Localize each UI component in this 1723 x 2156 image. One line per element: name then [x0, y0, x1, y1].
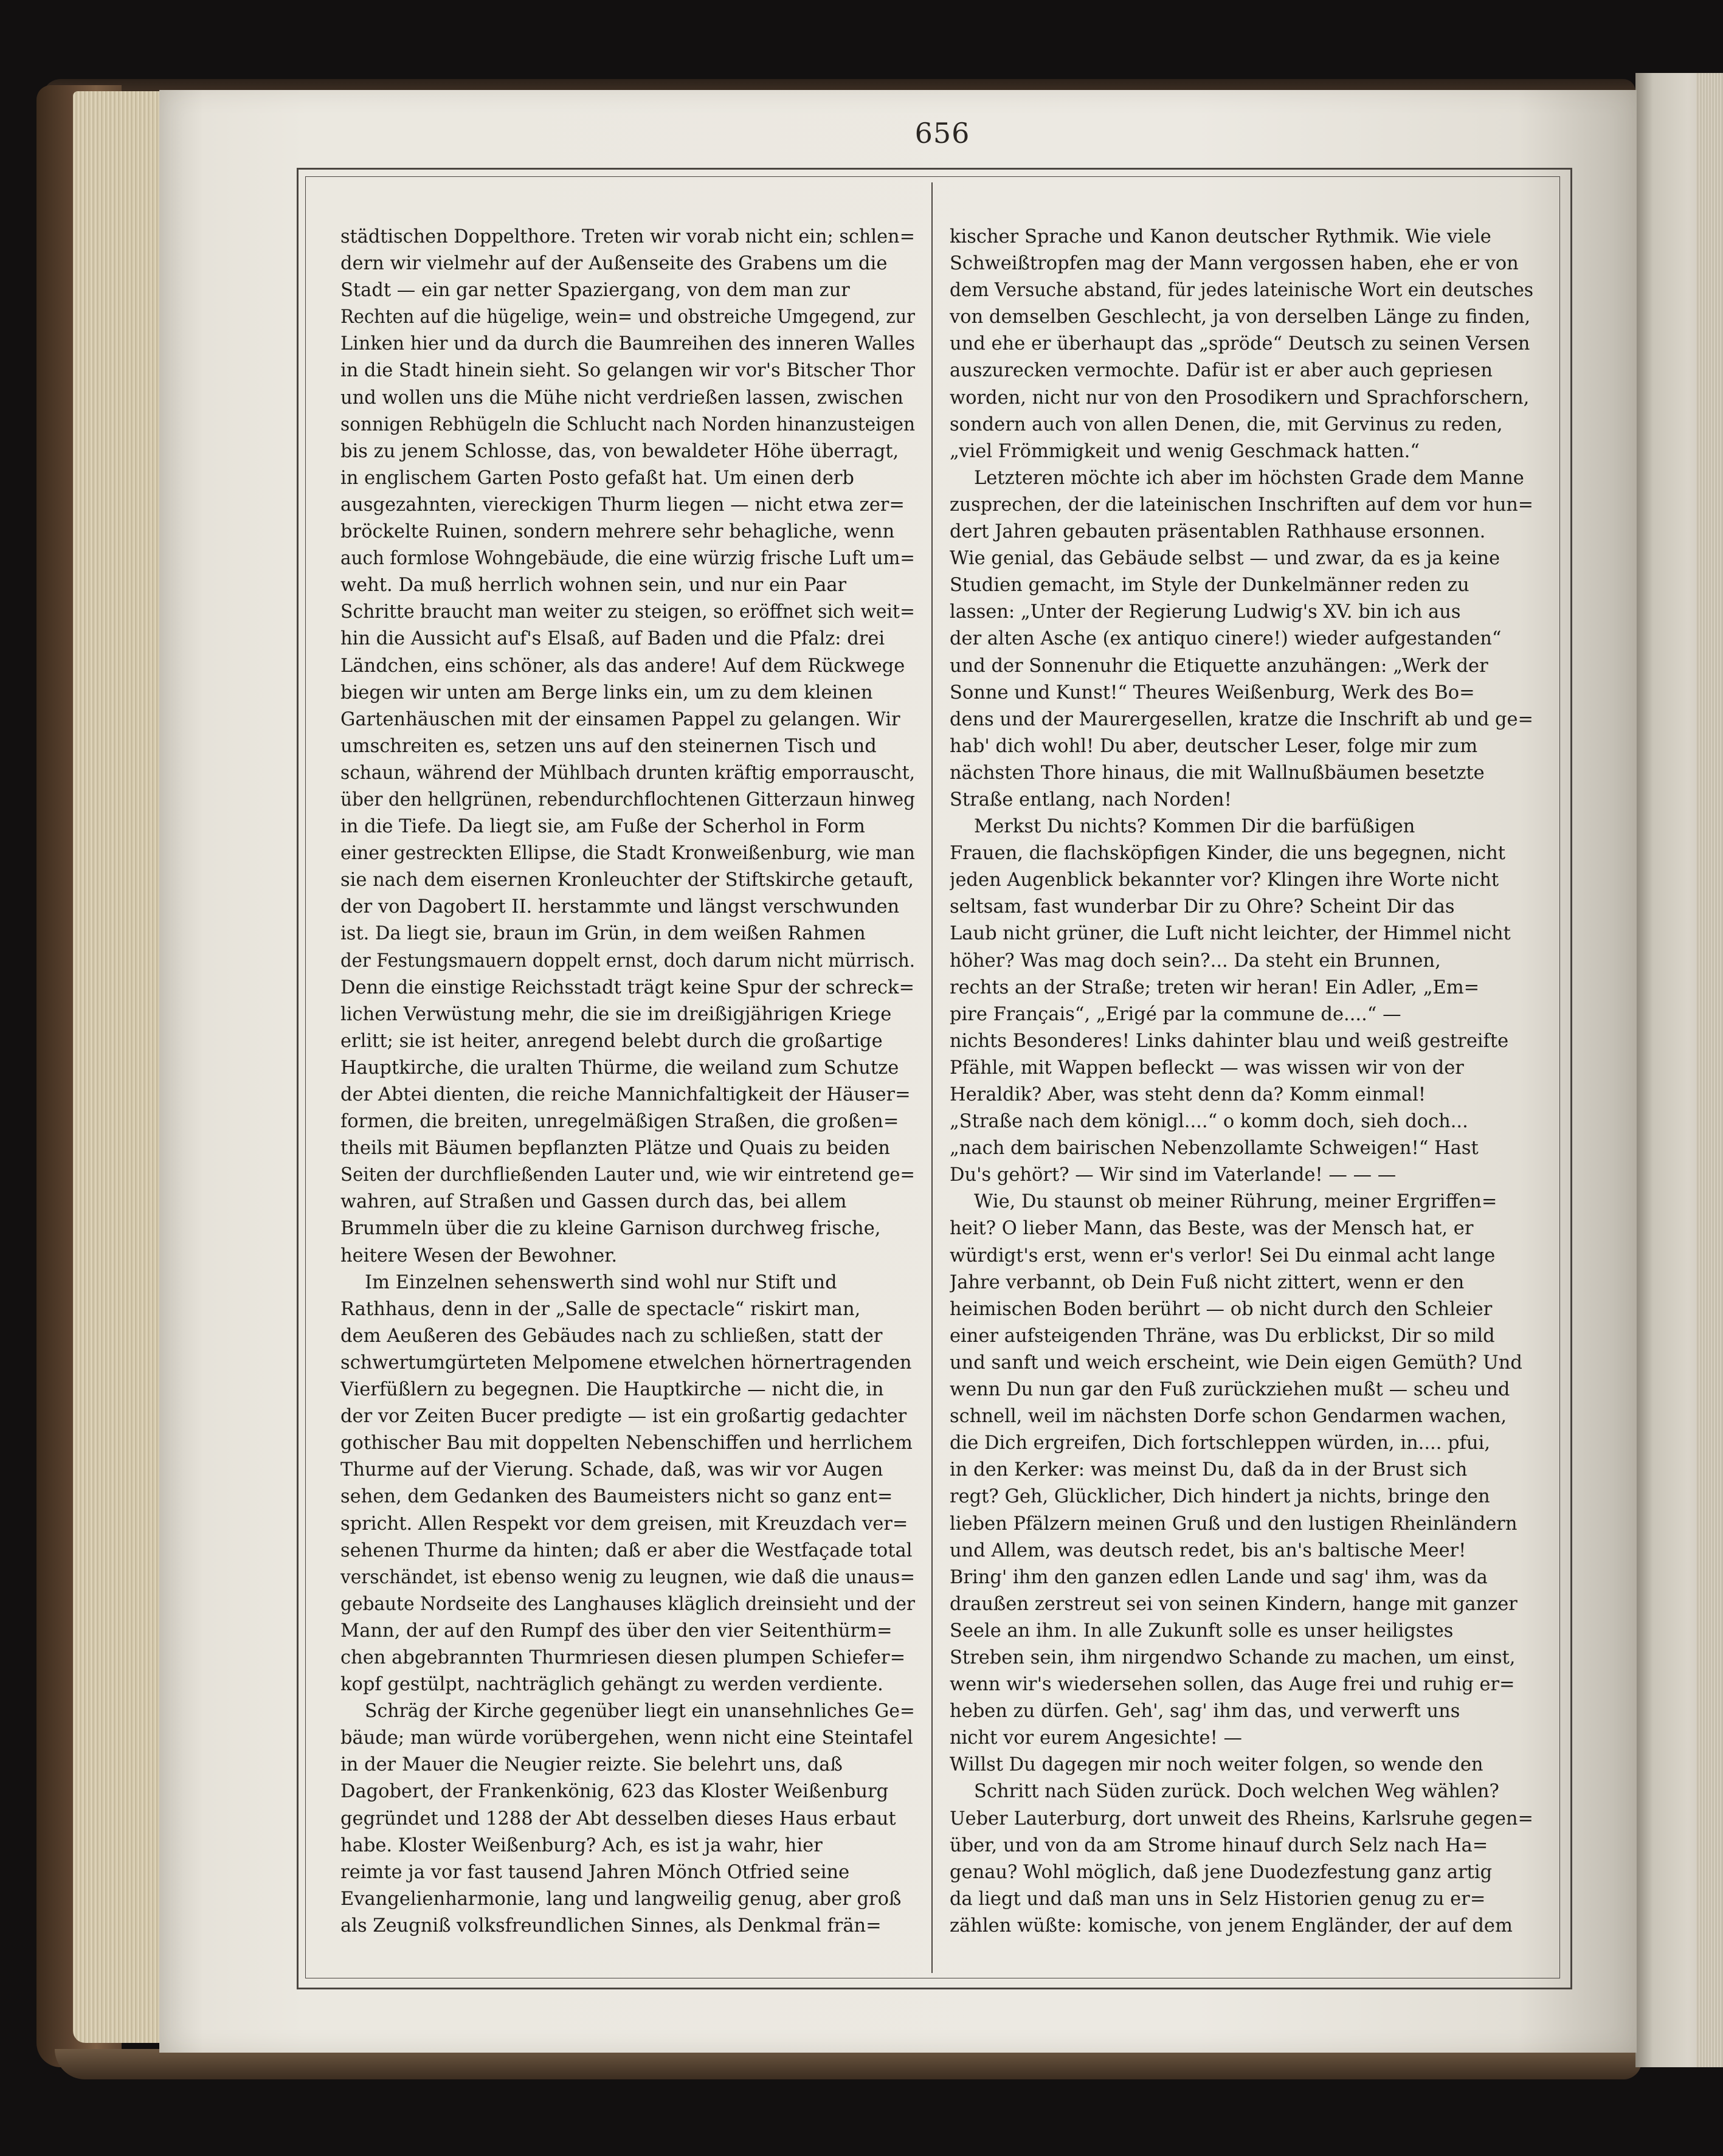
text-line: schwertumgürteten Melpomene etwelchen hörnertragenden	[340, 1352, 912, 1373]
text-line: sondern auch von allen Denen, die, mit Gervinus zu reden,	[950, 413, 1503, 435]
text-line: biegen wir unten am Berge links ein, um zu dem kleinen	[340, 682, 873, 703]
text-line: Thurme auf der Vierung. Schade, daß, was wir vor Augen	[340, 1459, 883, 1481]
text-line: Du's gehört? — Wir sind im Vaterlande! — — —	[950, 1164, 1397, 1186]
text-line: theils mit Bäumen bepflanzten Plätze und Quais zu beiden	[340, 1138, 890, 1159]
text-line: kopf gestülpt, nachträglich gehängt zu werden verdiente.	[340, 1674, 883, 1696]
text-line: Frauen, die flachsköpfigen Kinder, die uns begegnen, nicht	[950, 843, 1506, 865]
text-line: Wie, Du staunst ob meiner Rührung, meiner Ergriffen=	[974, 1191, 1497, 1213]
text-line: habe. Kloster Weißenburg? Ach, es ist ja wahr, hier	[340, 1834, 823, 1856]
text-line: „viel Frömmigkeit und wenig Geschmack hatten.“	[950, 440, 1420, 462]
text-line: der Festungsmauern doppelt ernst, doch darum nicht mürrisch.	[340, 950, 915, 972]
text-line: Jahre verbannt, ob Dein Fuß nicht zittert, wenn er den	[950, 1271, 1465, 1293]
text-line: Studien gemacht, im Style der Dunkelmänner reden zu	[950, 575, 1469, 596]
text-line: sonnigen Rebhügeln die Schlucht nach Norden hinanzusteigen	[340, 413, 915, 435]
text-line: erlitt; sie ist heiter, anregend belebt durch die großartige	[340, 1030, 883, 1052]
text-line: höher? Was mag doch sein?... Da steht ein Brunnen,	[950, 950, 1441, 972]
text-line: seltsam, fast wunderbar Dir zu Ohre? Scheint Dir das	[950, 896, 1455, 918]
text-line: bis zu jenem Schlosse, das, von bewaldeter Höhe überragt,	[340, 440, 899, 462]
text-line: draußen zerstreut sei von seinen Kindern, hange mit ganzer	[950, 1593, 1518, 1615]
text-line: lichen Verwüstung mehr, die sie im dreißigjährigen Kriege	[340, 1003, 892, 1025]
text-line: Laub nicht grüner, die Luft nicht leichter, der Himmel nicht	[950, 923, 1511, 945]
text-line: einer aufsteigenden Thräne, was Du erblickst, Dir so mild	[950, 1325, 1495, 1347]
text-column-left	[340, 224, 915, 1940]
text-line: in englischem Garten Posto gefaßt hat. Um einen derb	[340, 467, 854, 489]
text-line: in die Stadt hinein sieht. So gelangen wir vor's Bitscher Thor	[340, 360, 915, 382]
text-line: nichts Besonderes! Links dahinter blau und weiß gestreifte	[950, 1030, 1509, 1052]
page-number: 656	[914, 117, 970, 150]
text-line: Rathhaus, denn in der „Salle de spectacle“ riskirt man,	[340, 1298, 861, 1320]
column-divider	[931, 182, 933, 1973]
text-line: Dagobert, der Frankenkönig, 623 das Kloster Weißenburg	[340, 1781, 889, 1803]
text-line: dert Jahren gebauten präsentablen Rathhause ersonnen.	[950, 521, 1486, 543]
text-line: wenn wir's wiedersehen sollen, das Auge frei und ruhig er=	[950, 1674, 1515, 1696]
text-line: spricht. Allen Respekt vor dem greisen, mit Kreuzdach ver=	[340, 1513, 908, 1535]
text-line: weht. Da muß herrlich wohnen sein, und nur ein Paar	[340, 575, 847, 596]
text-line: Seiten der durchfließenden Lauter und, wie wir eintretend ge=	[340, 1164, 915, 1186]
text-line: formen, die breiten, unregelmäßigen Straßen, die großen=	[340, 1111, 899, 1133]
text-line: und sanft und weich erscheint, wie Dein eigen Gemüth? Und	[950, 1352, 1522, 1373]
text-line: dern wir vielmehr auf der Außenseite des Grabens um die	[340, 253, 888, 275]
text-line: und ehe er überhaupt das „spröde“ Deutsch zu seinen Versen	[950, 333, 1530, 355]
text-line: in der Mauer die Neugier reizte. Sie belehrt uns, daß	[340, 1754, 843, 1776]
text-line: nicht vor eurem Angesichte! —	[950, 1727, 1243, 1749]
text-line: Sonne und Kunst!“ Theures Weißenburg, Werk des Bo=	[950, 682, 1475, 703]
text-line: dem Versuche abstand, für jedes lateinische Wort ein deutsches	[950, 280, 1533, 302]
text-line: worden, nicht nur von den Prosodikern und Sprachforschern,	[950, 387, 1530, 409]
text-line: bäude; man würde vorübergehen, wenn nicht eine Steintafel	[340, 1727, 913, 1749]
text-line: von demselben Geschlecht, ja von derselben Länge zu finden,	[950, 306, 1531, 328]
text-line: genau? Wohl möglich, daß jene Duodezfestung ganz artig	[950, 1861, 1493, 1883]
text-line: gegründet und 1288 der Abt desselben dieses Haus erbaut	[340, 1808, 896, 1829]
text-line: einer gestreckten Ellipse, die Stadt Kronweißenburg, wie man	[340, 843, 915, 865]
text-line: heit? O lieber Mann, das Beste, was der Mensch hat, er	[950, 1218, 1474, 1240]
text-line: Brummeln über die zu kleine Garnison durchweg frische,	[340, 1218, 881, 1240]
text-line: heben zu dürfen. Geh', sag' ihm das, und verwerft uns	[950, 1701, 1460, 1722]
text-line: Im Einzelnen sehenswerth sind wohl nur Stift und	[365, 1271, 837, 1293]
text-line: sehenen Thurme da hinten; daß er aber die Westfaçade total	[340, 1539, 913, 1561]
text-line: die Dich ergreifen, Dich fortschleppen würden, in.... pfui,	[950, 1432, 1491, 1454]
text-line: über den hellgrünen, rebendurchflochtenen Gitterzaun hinweg	[340, 789, 915, 810]
text-line: rechts an der Straße; treten wir heran! Ein Adler, „Em=	[950, 976, 1480, 998]
text-column-right	[950, 224, 1533, 1940]
text-line: schaun, während der Mühlbach drunten kräftig emporrauscht,	[340, 762, 915, 784]
text-line: regt? Geh, Glücklicher, Dich hindert ja nichts, bringe den	[950, 1486, 1490, 1508]
text-line: lieben Pfälzern meinen Gruß und den lustigen Rheinländern	[950, 1513, 1518, 1535]
text-line: gebaute Nordseite des Langhauses kläglich dreinsieht und der	[340, 1593, 915, 1615]
text-line: hab' dich wohl! Du aber, deutscher Leser, folge mir zum	[950, 735, 1478, 757]
text-line: Straße entlang, nach Norden!	[950, 789, 1232, 810]
text-line: heitere Wesen der Bewohner.	[340, 1245, 618, 1266]
text-line: reimte ja vor fast tausend Jahren Mönch Otfried seine	[340, 1861, 850, 1883]
text-line: als Zeugniß volksfreundlichen Sinnes, als Denkmal frän=	[340, 1915, 882, 1937]
text-line: gothischer Bau mit doppelten Nebenschiffen und herrlichem	[340, 1432, 913, 1454]
text-line: Schritte braucht man weiter zu steigen, so eröffnet sich weit=	[340, 601, 915, 623]
text-line: auch formlose Wohngebäude, die eine würzig frische Luft um=	[340, 548, 915, 570]
text-line: lassen: „Unter der Regierung Ludwig's XV. bin ich aus	[950, 601, 1461, 623]
text-line: umschreiten es, setzen uns auf den steinernen Tisch und	[340, 735, 877, 757]
text-line: zusprechen, der die lateinischen Inschriften auf dem vor hun=	[950, 494, 1533, 516]
text-line: und Allem, was deutsch redet, bis an's baltische Meer!	[950, 1539, 1466, 1561]
book-cover-bottom	[55, 2049, 1642, 2079]
text-line: in den Kerker: was meinst Du, daß da in der Brust sich	[950, 1459, 1468, 1481]
text-line: da liegt und daß man uns in Selz Historien genug zu er=	[950, 1888, 1486, 1910]
text-line: Bring' ihm den ganzen edlen Lande und sag' ihm, was da	[950, 1566, 1488, 1588]
text-line: Stadt — ein gar netter Spaziergang, von dem man zur	[340, 280, 850, 302]
text-line: in die Tiefe. Da liegt sie, am Fuße der Scherhol in Form	[340, 816, 865, 838]
text-line: und der Sonnenuhr die Etiquette anzuhängen: „Werk der	[950, 655, 1488, 677]
text-line: verschändet, ist ebenso wenig zu leugnen, wie daß die unaus=	[340, 1566, 915, 1588]
text-line: Denn die einstige Reichsstadt trägt keine Spur der schreck=	[340, 976, 915, 998]
text-line: dens und der Maurergesellen, kratze die Inschrift ab und ge=	[950, 708, 1533, 730]
text-line: würdigt's erst, wenn er's verlor! Sei Du einmal acht lange	[950, 1245, 1496, 1266]
text-line: Gartenhäuschen mit der einsamen Pappel zu gelangen. Wir	[340, 708, 900, 730]
text-line: dem Aeußeren des Gebäudes nach zu schließen, statt der	[340, 1325, 883, 1347]
text-line: Heraldik? Aber, was steht denn da? Komm einmal!	[950, 1084, 1426, 1105]
text-line: ist. Da liegt sie, braun im Grün, in dem weißen Rahmen	[340, 923, 866, 945]
text-line: Wie genial, das Gebäude selbst — und zwar, da es ja keine	[950, 548, 1500, 570]
text-line: hin die Aussicht auf's Elsaß, auf Baden und die Pfalz: drei	[340, 628, 885, 650]
text-line: Schritt nach Süden zurück. Doch welchen Weg wählen?	[974, 1781, 1499, 1803]
text-line: zählen wüßte: komische, von jenem Engländer, der auf dem	[950, 1915, 1513, 1937]
text-line: und wollen uns die Mühe nicht verdrießen lassen, zwischen	[340, 387, 903, 409]
text-line: städtischen Doppelthore. Treten wir vorab nicht ein; schlen=	[340, 226, 915, 247]
text-line: chen abgebrannten Thurmriesen diesen plumpen Schiefer=	[340, 1646, 906, 1668]
text-line: jeden Augenblick bekannter vor? Klingen ihre Worte nicht	[950, 869, 1499, 891]
text-line: der vor Zeiten Bucer predigte — ist ein großartig gedachter	[340, 1406, 907, 1428]
text-line: Willst Du dagegen mir noch weiter folgen, so wende den	[950, 1754, 1483, 1776]
text-line: bröckelte Ruinen, sondern mehrere sehr behagliche, wenn	[340, 521, 895, 543]
text-line: „Straße nach dem königl....“ o komm doch, sieh doch...	[950, 1111, 1468, 1133]
text-line: Schräg der Kirche gegenüber liegt ein unansehnliches Ge=	[365, 1701, 915, 1722]
page-edges-right	[1696, 73, 1723, 2067]
text-line: der alten Asche (ex antiquo cinere!) wieder aufgestanden“	[950, 628, 1502, 650]
text-line: Evangelienharmonie, lang und langweilig genug, aber groß	[340, 1888, 902, 1910]
text-line: Rechten auf die hügelige, wein= und obstreiche Umgegend, zur	[340, 306, 915, 328]
text-line: Letzteren möchte ich aber im höchsten Grade dem Manne	[974, 467, 1524, 489]
text-line: nächsten Thore hinaus, die mit Wallnußbäumen besetzte	[950, 762, 1485, 784]
text-line: Ländchen, eins schöner, als das andere! Auf dem Rückwege	[340, 655, 905, 677]
text-line: Linken hier und da durch die Baumreihen des inneren Walles	[340, 333, 915, 355]
text-line: ausgezahnten, viereckigen Thurm liegen — nicht etwa zer=	[340, 494, 905, 516]
text-line: Vierfüßlern zu begegnen. Die Hauptkirche — nicht die, in	[340, 1379, 884, 1401]
text-line: heimischen Boden berührt — ob nicht durch den Schleier	[950, 1298, 1493, 1320]
text-line: kischer Sprache und Kanon deutscher Rythmik. Wie viele	[950, 226, 1491, 247]
page-edges-left	[73, 91, 164, 2043]
text-line: Hauptkirche, die uralten Thürme, die weiland zum Schutze	[340, 1057, 899, 1079]
text-line: Ueber Lauterburg, dort unweit des Rheins, Karlsruhe gegen=	[950, 1808, 1533, 1829]
text-line: der von Dagobert II. herstammte und längst verschwunden	[340, 896, 900, 918]
text-line: pire Français“, „Erigé par la commune de....“ —	[950, 1003, 1401, 1025]
text-line: sehen, dem Gedanken des Baumeisters nicht so ganz ent=	[340, 1486, 893, 1508]
text-line: über, und von da am Strome hinauf durch Selz nach Ha=	[950, 1834, 1488, 1856]
text-line: sie nach dem eisernen Kronleuchter der Stiftskirche getauft,	[340, 869, 914, 891]
text-line: Merkst Du nichts? Kommen Dir die barfüßigen	[974, 816, 1415, 838]
text-line: Pfähle, mit Wappen befleckt — was wissen wir von der	[950, 1057, 1464, 1079]
text-line: schnell, weil im nächsten Dorfe schon Gendarmen wachen,	[950, 1406, 1507, 1428]
text-line: Mann, der auf den Rumpf des über den vier Seitenthürm=	[340, 1620, 893, 1642]
text-line: Schweißtropfen mag der Mann vergossen haben, ehe er von	[950, 253, 1519, 275]
text-line: auszurecken vermochte. Dafür ist er aber auch gepriesen	[950, 360, 1493, 382]
text-line: „nach dem bairischen Nebenzollamte Schweigen!“ Hast	[950, 1138, 1479, 1159]
text-line: Streben sein, ihm nirgendwo Schande zu machen, um einst,	[950, 1646, 1516, 1668]
text-line: Seele an ihm. In alle Zukunft solle es unser heiligstes	[950, 1620, 1454, 1642]
text-line: der Abtei dienten, die reiche Mannichfaltigkeit der Häuser=	[340, 1084, 911, 1105]
text-line: wahren, auf Straßen und Gassen durch das, bei allem	[340, 1191, 847, 1213]
text-line: wenn Du nun gar den Fuß zurückziehen mußt — scheu und	[950, 1379, 1510, 1401]
